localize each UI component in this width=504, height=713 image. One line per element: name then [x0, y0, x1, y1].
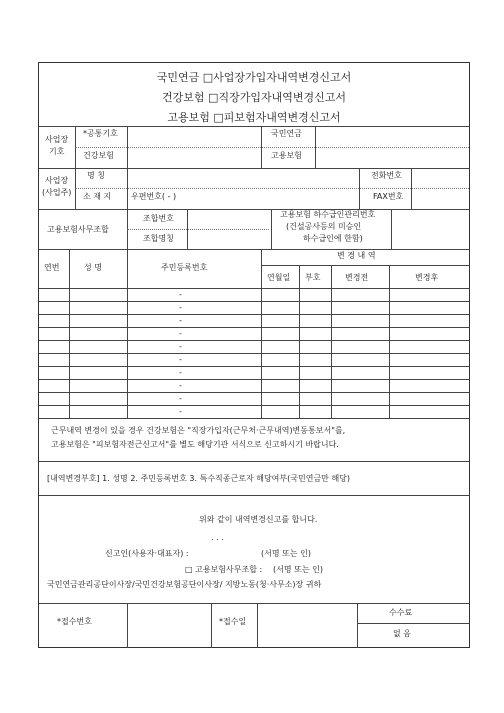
fee-label: 수수료 — [389, 608, 413, 617]
form-title-employment: 고용보험 □피보험자내역변경신고서 — [167, 111, 341, 124]
health-insurance-field[interactable] — [128, 148, 260, 167]
rrn-dash: - — [179, 303, 182, 312]
rrn-dash: - — [179, 407, 182, 416]
address-label: 소 재 지 — [83, 192, 112, 201]
col-header-name: 성 명 — [84, 263, 102, 272]
notice-line-1: 근무내역 변경이 있을 경우 건강보험은 "직장가입자(근무처·근무내역)변동통보서"를, — [51, 426, 346, 435]
employment-insurance-label: 고용보험 — [271, 151, 302, 160]
postal-code-label: 우편번호( - ) — [131, 192, 177, 201]
subcontractor-id-note-2: 하수급인에 한함) — [303, 234, 363, 243]
rrn-dash: - — [179, 329, 182, 338]
fax-field[interactable] — [412, 189, 468, 208]
union-office-signer-label: □ 고용보험사무조합 : — [185, 565, 263, 574]
union-office-label: 고용보험사무조합 — [47, 225, 109, 234]
rrn-dash: - — [179, 316, 182, 325]
receipt-date-field[interactable] — [258, 604, 356, 647]
subcontractor-id-note: (건설공사등의 미승인 — [286, 222, 362, 231]
national-pension-field[interactable] — [316, 127, 468, 146]
common-code-field[interactable] — [128, 127, 260, 146]
common-code-label: *공통기호 — [83, 129, 118, 138]
receipt-number-label: *접수번호 — [57, 617, 92, 626]
union-name-label: 조합명칭 — [143, 234, 174, 243]
form-title-health: 건강보험 □직장가입자내역변경신고서 — [162, 91, 346, 104]
union-number-field[interactable] — [188, 210, 270, 228]
rrn-dash: - — [179, 368, 182, 377]
col-header-changes: 변 경 내 역 — [337, 251, 376, 260]
union-number-label: 조합번호 — [143, 214, 174, 223]
addressee: 국민연금관리공단이사장/국민건강보험공단이사장/ 지방노동(청·사무소)장 귀하 — [47, 580, 322, 589]
notice-line-2: 고용보험은 "피보험자전근신고서"를 별도 해당기관 서식으로 신고하시기 바랍니다. — [51, 440, 339, 449]
declaration-date: . . . — [211, 533, 224, 542]
col-header-rrn: 주민등록번호 — [161, 263, 208, 272]
change-code-legend: [내역변경부호] 1. 성명 2. 주민등록번호 3. 특수직종근로자 해당여부(국민연금만 해당) — [47, 474, 351, 483]
col-header-before: 변경전 — [345, 273, 369, 282]
owner-label-2: (사업주) — [42, 188, 72, 197]
phone-label: 전화번호 — [371, 171, 402, 180]
phone-field[interactable] — [412, 169, 468, 187]
subcontractor-id-label: 고용보험 하수급인관리번호 — [280, 210, 376, 219]
union-name-field[interactable] — [188, 230, 270, 248]
col-header-code: 부호 — [305, 273, 321, 282]
fax-label: FAX번호 — [373, 192, 404, 201]
receipt-number-field[interactable] — [128, 604, 210, 647]
reporter-signature-label: (서명 또는 인) — [261, 549, 311, 558]
workplace-code-label: 사업장 — [45, 135, 69, 144]
employment-insurance-field[interactable] — [316, 148, 468, 167]
company-name-label: 명 칭 — [87, 171, 105, 180]
reporter-label: 신고인(사용자·대표자) : — [105, 549, 189, 558]
rrn-dash: - — [179, 394, 182, 403]
rrn-dash: - — [179, 290, 182, 299]
national-pension-label: 국민연금 — [271, 129, 302, 138]
health-insurance-label: 건강보험 — [83, 151, 114, 160]
col-header-no: 연번 — [44, 263, 60, 272]
receipt-date-label: *접수일 — [219, 617, 247, 626]
company-name-field[interactable] — [128, 169, 358, 187]
subcontractor-id-field[interactable] — [392, 210, 468, 248]
address-field[interactable] — [199, 189, 358, 208]
col-header-after: 변경후 — [415, 273, 439, 282]
owner-label: 사업장 — [45, 176, 69, 185]
workplace-code-label-2: 기호 — [49, 147, 65, 156]
rrn-dash: - — [179, 342, 182, 351]
col-header-date: 연월일 — [267, 273, 291, 282]
union-office-signature-label: (서명 또는 인) — [273, 565, 323, 574]
fee-value: 없 음 — [393, 629, 411, 638]
report-form — [38, 62, 470, 648]
rrn-dash: - — [179, 381, 182, 390]
declaration-statement: 위와 같이 내역변경신고를 합니다. — [199, 515, 318, 524]
rrn-dash: - — [179, 355, 182, 364]
form-title-pension: 국민연금 □사업장가입자내역변경신고서 — [156, 71, 352, 84]
